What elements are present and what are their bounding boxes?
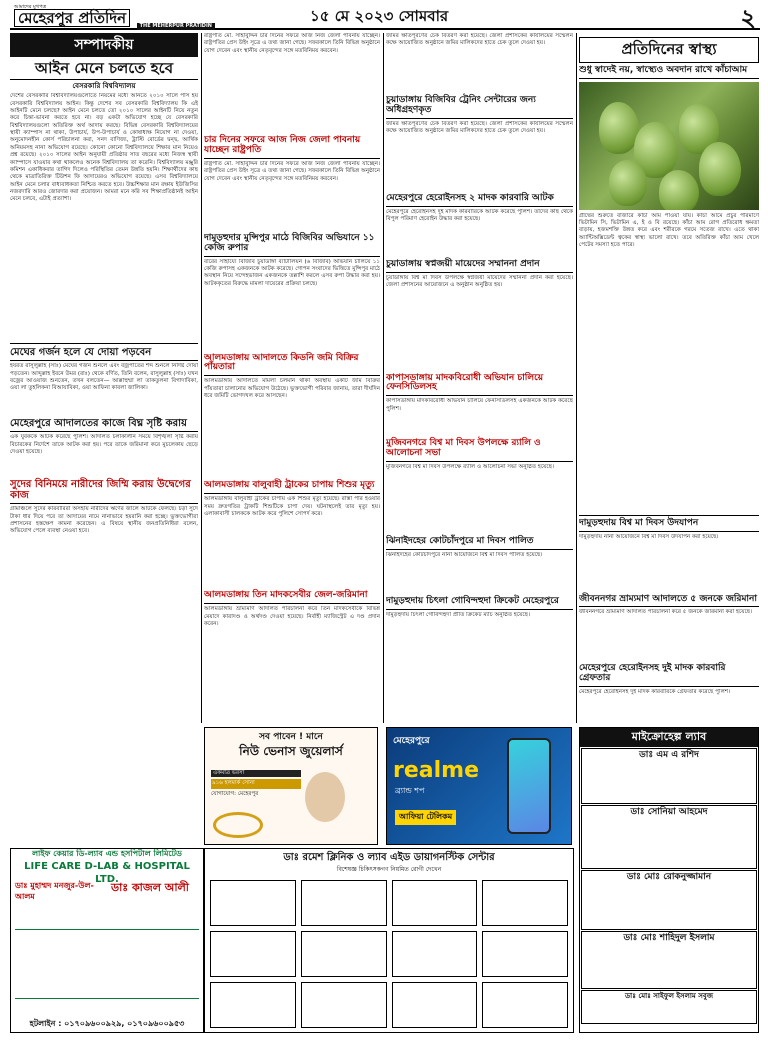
doctor-grid	[209, 879, 569, 1028]
story-body: কাপাসডাঙ্গায় মাদকবিরোধী অভিযান চালিয়ে ফেনসিডিলসহ একজনকে আটক করেছে পুলিশ।	[386, 398, 573, 412]
ad-tag: ব্র্যান্ড শপ	[395, 786, 425, 795]
story-body: মেহেরপুরে হেরোইনসহ দুই মাদক কারবারিকে আটক করেছে পুলিশ। তাদের কাছ থেকে বিপুল পরিমাণ হেরোইন উদ্ধার করা হয়েছে।	[386, 208, 573, 223]
ad-title: লাইফ কেয়ার ডি-ল্যাব এন্ড হসপিটাল লিমিটেড	[32, 849, 182, 858]
ring-icon	[213, 812, 263, 838]
story-headline[interactable]: চুয়াডাঙ্গায় স্বপ্নজয়ী মায়েদের সম্মাননা প্রদান	[386, 260, 573, 273]
story-body: আলমডাঙ্গায় আদালতে মামলা চলমান থাকা অবস্থায় একটি জমি বিক্রির পাঁয়তারা চালানোর অভিযোগ উঠেছে। ভুক্তভোগী পরিবার জানায়, তারা দীর্ঘদিন ধরে জমিটি ভোগদখল করে আসছেন।	[204, 378, 380, 400]
story-body: আলমডাঙ্গায় ভ্রাম্যমাণ আদালত পরিচালনা করে তিন মাদকসেবীকে বিভিন্ন মেয়াদে কারাদণ্ড ও অর্থদণ্ড দেওয়া হয়েছে। নির্বাহী ম্যাজিস্ট্রেট এ দণ্ড প্রদান করেন।	[204, 606, 380, 627]
story-headline[interactable]: জীবননগর ভ্রাম্যমাণ আদালতে ৫ জনকে জরিমানা	[579, 595, 759, 608]
story-headline[interactable]: আলমডাঙ্গায় বালুবাহী ট্রাকের চাপায় শিশুর মৃত্যু	[204, 481, 380, 494]
ad-title: মাইক্রোহেল্প ল্যাব	[580, 728, 758, 747]
story-body: ঝিনাইদহের কোটচাঁদপুরে নানা আয়োজনে বিশ্ব মা দিবস পালিত হয়েছে।	[386, 552, 543, 559]
services-list	[15, 929, 199, 999]
column-rule	[383, 33, 384, 723]
doctor-name: ডাঃ মোঃ সাইফুল ইসলাম সবুজ	[625, 991, 713, 1000]
story-headline[interactable]: চার দিনের সফরে আজ নিজ জেলা পাবনায় যাচ্ছেন রাষ্ট্রপতি	[204, 136, 380, 159]
story-headline[interactable]: মেহেরপুরে হেরোইনসহ দুই মাদক কারবারি গ্রেফতার	[579, 664, 759, 687]
story-headline[interactable]: আলমডাঙ্গায় তিন মাদকসেবীর জেল-জরিমানা	[204, 591, 380, 604]
health-body: গ্রীষ্মের শুরুতে বাজারে কাঁচা আম পাওয়া যায়। কাঁচা আমে প্রচুর পরিমাণে ভিটামিন সি, ভিটামিন এ, ই ও বি রয়েছে। কাঁচা আম রোগ প্রতিরোধ ক্ষমতা বাড়ায়, হজমশক্তি উন্নত করে এবং শরীরকে গরমে সতেজ রাখে। এতে থাকা অ্যান্টিঅক্সিডেন্ট ত্বকের স্বাস্থ্য ভালো রাখে। তবে অতিরিক্ত কাঁচা আম খেলে পেটের সমস্যা হতে পারে।	[579, 212, 759, 249]
story-body: রাষ্ট্রপতি মো. সাহাবুদ্দিন চার দিনের সফরে আজ নিজ জেলা পাবনায় যাচ্ছেন। রাষ্ট্রপতির প্রেস উইং সূত্রে এ তথ্য জানা গেছে। সফরকালে তিনি বিভিন্ন অনুষ্ঠানে যোগ দেবেন এবং স্থানীয় নেতৃবৃন্দের সঙ্গে মতবিনিময় করবেন।	[204, 160, 380, 182]
owner-photo	[305, 772, 345, 822]
story-headline[interactable]: ঝিনাইদহের কোটচাঁদপুরে মা দিবস পালিত	[386, 537, 573, 550]
story-headline[interactable]: মেঘের গর্জন হলে যে দোয়া পড়বেন	[10, 347, 198, 361]
doctor-name: ডাঃ মুহাম্মদ মনজুর-উল-আলম	[15, 881, 94, 901]
story-body: মেহেরপুরে হেরোইনসহ দুই মাদক কারবারিকে গ্রেফতার করেছে পুলিশ।	[579, 689, 731, 696]
doctor-name: ডাঃ এম এ রশিদ	[639, 749, 699, 760]
ad-shop: আফিয়া টেলিকম	[395, 810, 456, 825]
phone-image	[507, 738, 551, 834]
story-body: জীবননগরে ভ্রাম্যমাণ আদালত পরিচালনা করে ৫ জনকে জরিমানা করা হয়েছে।	[579, 609, 753, 616]
news-column-2	[204, 33, 380, 721]
ad-line: ৯১৬ হলমার্ক সোনা	[211, 779, 301, 788]
story-headline[interactable]: সুদের বিনিময়ে নারীদের জিম্মি করায় উদ্বেগের কাজ	[10, 479, 198, 504]
health-column	[579, 33, 759, 721]
story-headline[interactable]: মুজিবনগরে বিশ্ব মা দিবস উপলক্ষে র‍্যালি ও আলোচনা সভা	[386, 439, 573, 462]
jewellers-ad[interactable]	[204, 727, 378, 845]
realme-logo: realme	[393, 758, 480, 783]
editorial-body: দেশের বেসরকারি বিশ্ববিদ্যালয়গুলোতে নিয়মের মধ্যে আনতে ২০১০ সালে পাস হয় বেসরকারি বিশ্ববিদ্যালয় আইন। কিন্তু দেশের সব বেসরকারি বিশ্ববিদ্যালয় কি এই আইনটি মেনে চলছে? আইন মেনে চলতে তো ২০১০ সালের আইনটি নিয়ে নতুন করে চিন্তা-ভাবনা করতে হবে না। বড় একটা অভিযোগ হচ্ছে যে বেসরকারি বিশ্ববিদ্যালয়গুলো অতিরিক্ত অর্থ আদায় করছে। বিভিন্ন বেসরকারি বিশ্ববিদ্যালয়ের স্থায়ী ক্যাম্পাস না থাকা, উপাচার্য, উপ-উপাচার্য ও কোষাধ্যক্ষ নিয়োগ না দেওয়া, অনুমোদনহীন কোর্স পরিচালনা করা, সনদ বাণিজ্য, ট্রাস্টি বোর্ডের দ্বন্দ্ব, আর্থিক অনিয়মসহ নানা অভিযোগ রয়েছে। কোনো কোনো বিশ্ববিদ্যালয়ে শিক্ষার মান নিয়েও প্রশ্ন রয়েছে। ২০১০ সালের আইন অনুযায়ী প্রতিষ্ঠার সাত বছরের মধ্যে নিজস্ব স্থায়ী ক্যাম্পাসে যাওয়ার কথা থাকলেও অনেক বিশ্ববিদ্যালয় তা করেনি। বিশ্ববিদ্যালয় মঞ্জুরি কমিশন একাধিকবার তাগিদ দিলেও পরিস্থিতির তেমন উন্নতি হয়নি। শিক্ষার্থীদের কাছ থেকে মাত্রাতিরিক্ত টিউশন ফি আদায়েরও অভিযোগ রয়েছে। এসব বিশ্ববিদ্যালয়ে আইন মেনে চলার বাধ্যবাধকতা নিশ্চিত করতে হবে। উচ্চশিক্ষার মান রক্ষায় ইউজিসির নজরদারি আরও জোরদার করা প্রয়োজন। আমরা মনে করি সব শিক্ষাপ্রতিষ্ঠানই আইন মেনে চলবে, এটাই প্রত্যাশা।	[10, 93, 198, 203]
editorial-column	[10, 33, 198, 721]
paper-logo[interactable]	[10, 4, 215, 30]
story-body: চুয়াডাঙ্গায় বিশ্ব মা দিবস উপলক্ষে স্বপ্নজয়ী মায়েদের সম্মাননা প্রদান করা হয়েছে। জেলা প্রশাসনের আয়োজনে এ অনুষ্ঠান অনুষ্ঠিত হয়।	[386, 274, 573, 288]
story-headline[interactable]: কাপাসডাঙ্গায় মাদকবিরোধী অভিযান চালিয়ে ফেনসিডিলসহ	[386, 374, 573, 397]
lifecare-ad[interactable]	[10, 848, 204, 1033]
masthead	[10, 4, 760, 30]
story-body: জমির ক্ষতিপূরণের চেক বিতরণ করা হয়েছে। জেলা প্রশাসকের কার্যালয়ের সম্মেলন কক্ষে আয়োজিত অনুষ্ঠানে জমির মালিকদের হাতে চেক তুলে দেওয়া হয়।	[386, 33, 573, 47]
story-headline[interactable]: দামুড়হুদার মুন্সিপুর মাঠে বিজিবির অভিযানে ১১ কেজি রুপার	[204, 234, 380, 257]
news-column-3	[386, 33, 573, 721]
ad-name: নিউ ভেনাস জুয়েলার্স	[239, 743, 343, 758]
paper-name: মেহেরপুর প্রতিদিন	[14, 9, 130, 27]
ad-note: বিশেষজ্ঞ চিকিৎসকগণ নিয়মিত রোগী দেখেন	[336, 866, 442, 874]
doctor-name: ডাঃ মোঃ রোকনুজ্জামান	[626, 871, 712, 882]
story-body: হযরত রাসুলুল্লাহ (সাঃ) মেঘের গর্জন শুনলে এবং বজ্রপাতের শব্দ শুনলে নির্দিষ্ট দোয়া পড়তেন। আব্দুল্লাহ ইবনে উমর (রাঃ) থেকে বর্ণিত, তিনি বলেন, রাসুলুল্লাহ (সাঃ) যখন বজ্রের আওয়াজ শুনতেন, তখন বলতেন— আল্লাহুম্মা লা তাকতুলনা বিগাদাবিকা, ওয়া লা তুহলিকনা বিআযাবিকা, ওয়া আফিনা কাবলা জালিকা।	[10, 363, 198, 392]
story-headline[interactable]: মেহেরপুরে হেরোইনসহ ২ মাদক কারবারি আটক	[386, 194, 573, 207]
story-headline[interactable]: আলমডাঙ্গায় আদালতে কিডনি জমি বিক্রির পাঁয়তারা	[204, 354, 380, 377]
realme-ad[interactable]	[386, 727, 572, 845]
ad-title: ডাঃ রমেশ ক্লিনিক ও ল্যাব এইড ডায়াগনস্টিক সেন্টার	[283, 852, 495, 863]
editorial-banner: সম্পাদকীয়	[10, 33, 198, 57]
page-number: ২	[740, 3, 756, 32]
column-rule	[576, 33, 577, 723]
story-headline[interactable]: মেহেরপুরে আদালতের কাজে বিঘ্ন সৃষ্টি করায়	[10, 418, 198, 432]
story-body: দামুড়হুদায় চিৎলা গোবিন্দহুদা প্রীতি ক্রিকেট ম্যাচ অনুষ্ঠিত হয়েছে।	[386, 611, 530, 618]
hotline: হটলাইন : ০১৭০৯৬০০৯২৯, ০১৭০৯৬০০৯৫৩	[29, 1019, 185, 1029]
doctor-name: ডাঃ কাজল আলী	[111, 881, 189, 894]
ramesh-clinic-ad[interactable]	[204, 848, 574, 1033]
health-banner: প্রতিদিনের স্বাস্থ্য	[579, 37, 759, 63]
story-body: জমির ক্ষতিপূরণের চেক বিতরণ করা হয়েছে। জেলা প্রশাসকের কার্যালয়ের সম্মেলন কক্ষে আয়োজিত অনুষ্ঠানে জমির মালিকদের হাতে চেক তুলে দেওয়া হয়।	[386, 120, 573, 135]
ad-line: যোগাযোগ: মেহেরপুর	[211, 790, 259, 797]
doctor-name: ডাঃ মোঃ শাহিদুল ইসলাম	[623, 932, 715, 943]
ad-tagline: সব পাবেন ! মানে	[259, 732, 323, 742]
story-headline[interactable]: দামুড়হুদায় বিশ্ব মা দিবস উদযাপন	[579, 519, 759, 532]
story-body: আলমডাঙ্গায় বালুবাহী ট্রাকের চাপায় এক শিশুর মৃত্যু হয়েছে। রাস্তা পার হওয়ার সময় দ্রুতগতির ট্রাকটি শিশুটিকে চাপা দেয়। ঘটনাস্থলেই তার মৃত্যু হয়। এলাকাবাসী চালককে আটক করে পুলিশে সোপর্দ করে।	[204, 496, 380, 517]
tagline: আমাদের মুখপত্র	[14, 4, 47, 10]
doctor-name: ডাঃ সোনিয়া আহমেদ	[630, 806, 708, 817]
story-headline[interactable]: দামুড়হুদায় চিৎলা গোবিন্দহুদা ক্রিকেট মেহেরপুরে	[386, 597, 573, 610]
story-body: এক যুবককে আটক করেছে পুলিশ। আদালত চলাকালীন সময়ে বিশৃঙ্খলা সৃষ্টি করায় বিচারকের নির্দেশে তাকে আটক করা হয়। পরে তাকে জরিমানা করে মুচলেকায় ছেড়ে দেওয়া হয়েছে।	[10, 434, 198, 455]
story-body: বারের সাহায্যে বিজিবি চুয়াডাঙ্গা ব্যাটালিয়ন (৬ বিজিবি) অভিযান চালিয়ে ১১ কেজি রুপাসহ একজনকে আটক করেছে। গোপন সংবাদের ভিত্তিতে মুন্সিপুর মাঠে অবস্থান নিয়ে সন্দেহভাজন একজনকে তল্লাশি করলে এসব রুপা উদ্ধার করা হয়। আটককৃতের বিরুদ্ধে মামলা দায়েরের প্রক্রিয়া চলছে।	[204, 258, 380, 287]
paper-name-en: THE MEHERPUR PRATIDIN	[137, 23, 215, 30]
ad-title-en: LIFE CARE D-LAB & HOSPITAL LTD.	[24, 860, 190, 885]
story-headline[interactable]: চুয়াডাঙ্গায় বিজিবির ট্রেনিং সেন্টারের জন্য অধিগ্রহণকৃত	[386, 96, 573, 119]
story-body: রাষ্ট্রপতি মো. সাহাবুদ্দিন চার দিনের সফরে আজ নিজ জেলা পাবনায় যাচ্ছেন। রাষ্ট্রপতির প্রেস উইং সূত্রে এ তথ্য জানা গেছে। সফরকালে তিনি বিভিন্ন অনুষ্ঠানে যোগ দেবেন এবং স্থানীয় নেতৃবৃন্দের সঙ্গে মতবিনিময় করবেন।	[204, 33, 380, 54]
editorial-headline[interactable]: আইন মেনে চলতে হবে	[10, 60, 198, 80]
health-headline[interactable]: শুধু স্বাদেই নয়, স্বাস্থ্যেও অবদান রাখে কাঁচাআম	[579, 66, 759, 79]
story-body: মুজিবনগরে বিশ্ব মা দিবস উপলক্ষে র‍্যালি ও আলোচনা সভা অনুষ্ঠিত হয়েছে।	[386, 464, 554, 471]
green-mango-photo	[579, 82, 759, 210]
ad-city: মেহেরপুরে	[393, 736, 430, 746]
issue-date: ১৫ মে ২০২৩ সোমবার	[310, 7, 449, 25]
editorial-subhead: বেসরকারি বিশ্ববিদ্যালয়	[72, 81, 136, 90]
column-rule	[201, 33, 202, 723]
ad-line: একমাত্র ভরসা	[211, 770, 301, 777]
microhelp-ad[interactable]	[579, 727, 759, 1033]
story-body: দামুড়হুদায় নানা আয়োজনে বিশ্ব মা দিবস উদযাপন করা হয়েছে।	[579, 533, 719, 540]
story-body: গ্রামাঞ্চলে সুদের কারবারিরা অসহায় নারীদের ঋণের জালে আটকে ফেলছে। চড়া সুদে টাকা ধার দিয়ে পরে তা আদায়ের নামে নানাভাবে হয়রানি করা হচ্ছে। ভুক্তভোগীরা প্রশাসনের হস্তক্ষেপ কামনা করেছেন। এ বিষয়ে স্থানীয় জনপ্রতিনিধিরা বলেন, অভিযোগ পেলে ব্যবস্থা নেওয়া হবে।	[10, 506, 198, 535]
